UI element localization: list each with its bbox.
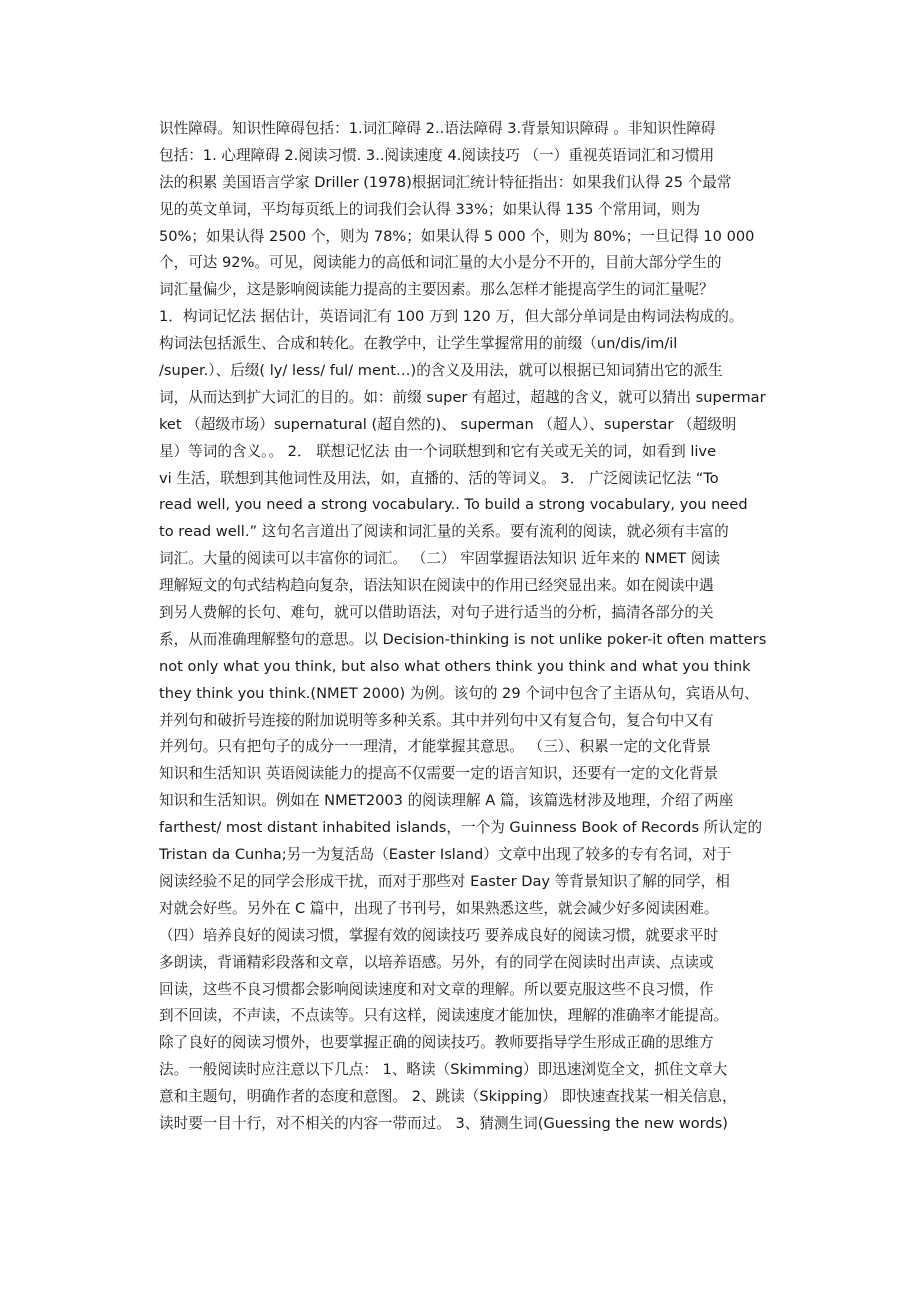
text-line: 1．构词记忆法 据估计，英语词汇有 100 万到 120 万，但大部分单词是由构词法构成的。 <box>159 308 744 326</box>
text-line: 回读，这些不良习惯都会影响阅读速度和对文章的理解。所以要克服这些不良习惯，作 <box>159 980 714 998</box>
text-line: read well, you need a strong vocabulary.. To build a strong vocabulary, you need <box>159 496 748 514</box>
text-line: 词汇。大量的阅读可以丰富你的词汇。 （二） 牢固掌握语法知识 近年来的 NMET 阅读 <box>159 550 721 568</box>
text-line: 知识和生活知识 英语阅读能力的提高不仅需要一定的语言知识，还要有一定的文化背景 <box>159 765 719 783</box>
text-line: ket （超级市场）supernatural (超自然的)、 superman （超人）、superstar （超级明 <box>159 415 737 433</box>
text-line: 系，从而准确理解整句的意思。以 Decision-thinking is not unlike poker-it often matters <box>159 630 767 648</box>
text-line: （四）培养良好的阅读习惯，掌握有效的阅读技巧 要养成良好的阅读习惯，就要求平时 <box>159 926 719 944</box>
text-line: 法的积累 美国语言学家 Driller (1978)根据词汇统计特征指出：如果我们认得 25 个最常 <box>159 173 732 191</box>
text-line: to read well.” 这句名言道出了阅读和词汇量的关系。要有流利的阅读，就必须有丰富的 <box>159 523 729 541</box>
text-line: vi 生活，联想到其他词性及用法，如，直播的、活的等词义。 3． 广泛阅读记忆法 “To <box>159 469 719 487</box>
text-line: 见的英文单词，平均每页纸上的词我们会认得 33%；如果认得 135 个常用词，则为 <box>159 200 701 218</box>
text-line: not only what you think, but also what others think you think and what you think <box>159 657 751 675</box>
text-line: Tristan da Cunha;另一为复活岛（Easter Island）文章中出现了较多的专有名词，对于 <box>159 846 732 864</box>
text-line: farthest/ most distant inhabited islands，一个为 Guinness Book of Records 所认定的 <box>159 819 763 837</box>
text-line: 知识和生活知识。例如在 NMET2003 的阅读理解 A 篇，该篇选材涉及地理，介绍了两座 <box>159 792 734 810</box>
text-line: 词，从而达到扩大词汇的目的。如：前缀 super 有超过，超越的含义，就可以猜出 supermar <box>159 388 766 406</box>
text-line: 词汇量偏少，这是影响阅读能力提高的主要因素。那么怎样才能提高学生的词汇量呢？ <box>159 281 714 299</box>
text-line: 法。一般阅读时应注意以下几点： 1、略读（Skimming）即迅速浏览全文，抓住文章大 <box>159 1061 728 1079</box>
text-line: 读时要一目十行，对不相关的内容一带而过。 3、猜测生词(Guessing the new words) <box>159 1114 728 1132</box>
text-line: 并列句。只有把句子的成分一一理清，才能掌握其意思。 （三）、积累一定的文化背景 <box>159 738 711 756</box>
text-line: 星）等词的含义。。 2． 联想记忆法 由一个词联想到和它有关或无关的词，如看到 live <box>159 442 717 460</box>
text-line: 包括：1. 心理障碍 2.阅读习惯. 3..阅读速度 4.阅读技巧 （一）重视英语词汇和习惯用 <box>159 146 715 164</box>
text-line: 到另人费解的长句、难句，就可以借助语法，对句子进行适当的分析，搞清各部分的关 <box>159 604 714 622</box>
text-line: 构词法包括派生、合成和转化。在教学中，让学生掌握常用的前缀（un/dis/im/il <box>159 335 678 353</box>
text-line: 50%；如果认得 2500 个，则为 78%；如果认得 5 000 个，则为 80%；一旦记得 10 000 <box>159 227 755 245</box>
text-line: 并列句和破折号连接的附加说明等多种关系。其中并列句中又有复合句，复合句中又有 <box>159 711 714 729</box>
body-text <box>159 116 799 1138</box>
text-line: /super.）、后缀( ly/ less/ ful/ ment…)的含义及用法，就可以根据已知词猜出它的派生 <box>159 362 723 380</box>
text-line: 识性障碍。知识性障碍包括：1.词汇障碍 2..语法障碍 3.背景知识障碍 。非知识性障碍 <box>159 120 716 137</box>
text-line: 到不回读，不声读，不点读等。只有这样，阅读速度才能加快，理解的准确率才能提高。 <box>159 1007 729 1025</box>
text-line: 除了良好的阅读习惯外，也要掌握正确的阅读技巧。教师要指导学生形成正确的思维方 <box>159 1034 714 1052</box>
text-line: 对就会好些。另外在 C 篇中，出现了书刊号，如果熟悉这些，就会减少好多阅读困难。 <box>159 899 719 917</box>
text-line: 理解短文的句式结构趋向复杂，语法知识在阅读中的作用已经突显出来。如在阅读中遇 <box>159 577 714 595</box>
text-line: 多朗读，背诵精彩段落和文章，以培养语感。另外，有的同学在阅读时出声读、点读或 <box>159 953 714 971</box>
text-line: 意和主题句，明确作者的态度和意图。 2、跳读（Skipping） 即快速查找某一相关信息， <box>159 1088 737 1106</box>
text-line: they think you think.(NMET 2000) 为例。该句的 29 个词中包含了主语从句，宾语从句、 <box>159 684 759 702</box>
text-line: 阅读经验不足的同学会形成干扰，而对于那些对 Easter Day 等背景知识了解的同学，相 <box>159 872 730 890</box>
text-line: 个，可达 92%。可见，阅读能力的高低和词汇量的大小是分不开的，目前大部分学生的 <box>159 254 722 272</box>
